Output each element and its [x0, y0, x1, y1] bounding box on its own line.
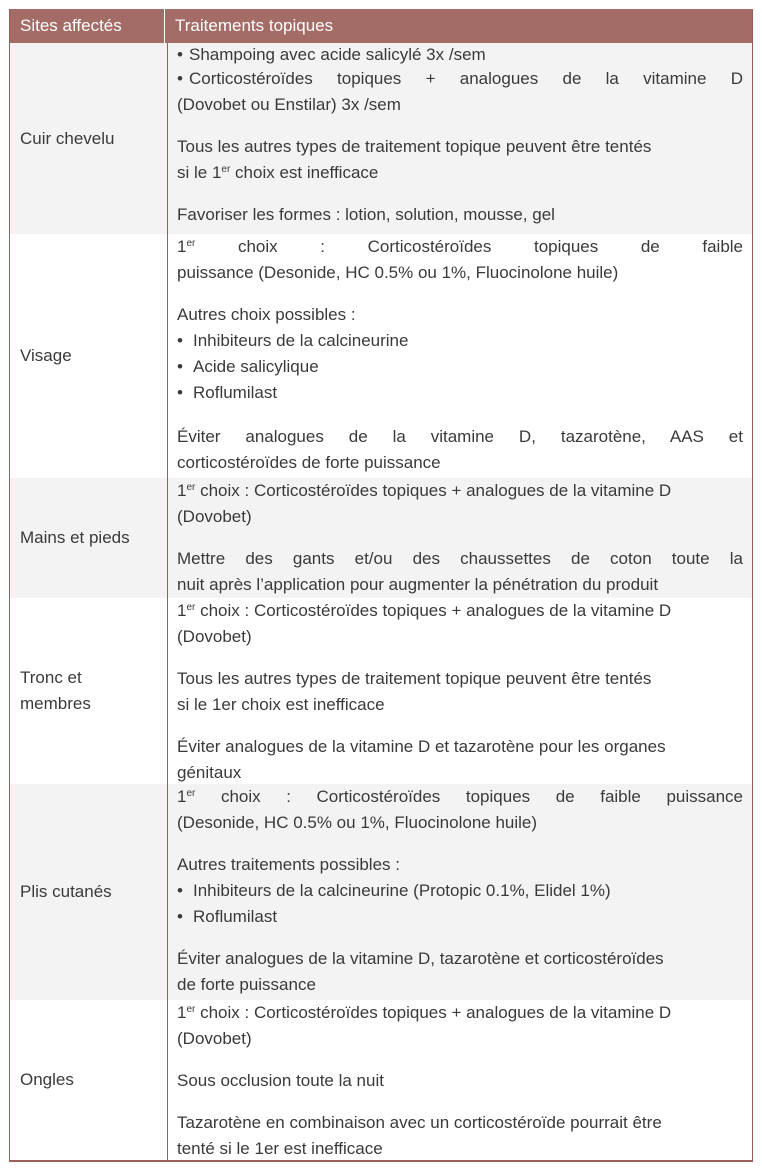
paragraph: Tous les autres types de traitement topique peuvent être tentés si le 1er choix est inefficace [177, 137, 652, 182]
paragraph: tenté si le 1er est inefficace [177, 1139, 383, 1158]
list-item: • Shampoing avec acide salicylé 3x /sem [177, 45, 486, 64]
paragraph: Autres traitements possibles : [177, 855, 400, 874]
paragraph: 1er choix : Corticostéroïdes topiques + analogues de la vitamine D [177, 601, 672, 620]
table-row [10, 43, 752, 234]
paragraph: Tazarotène en combinaison avec un corticostéroïde pourrait être [177, 1113, 662, 1132]
table-row [10, 1000, 752, 1160]
paragraph: Éviter analogues de la vitamine D, tazarotène et corticostéroïdes [177, 949, 664, 968]
paragraph: Sous occlusion toute la nuit [177, 1071, 384, 1090]
list-item: • Inhibiteurs de la calcineurine [177, 328, 743, 354]
header-treatments: Traitements topiques [175, 16, 334, 35]
bullet-icon: • [177, 881, 183, 900]
paragraph: (Dovobet) [177, 627, 252, 646]
list-item: • Roflumilast [177, 904, 743, 930]
treatment-cell [168, 784, 751, 1000]
bullet-icon: • [177, 331, 183, 350]
paragraph: puissance (Desonide, HC 0.5% ou 1%, Fluocinolone huile) [177, 263, 619, 282]
bullet-icon: • [177, 69, 183, 88]
paragraph: 1er choix : Corticostéroïdes topiques de faible puissance [177, 787, 743, 806]
treatment-cell [168, 478, 751, 598]
paragraph: 1er choix : Corticostéroïdes topiques + analogues de la vitamine D [177, 1003, 672, 1022]
site-cell: Ongles [10, 1000, 168, 1160]
treatment-cell [168, 1000, 751, 1160]
paragraph: Autres choix possibles : [177, 305, 356, 324]
paragraph: de forte puissance [177, 975, 316, 994]
table-row [10, 784, 752, 1000]
paragraph: Tous les autres types de traitement topique peuvent être tentés [177, 669, 652, 688]
treatment-cell [168, 234, 751, 478]
list-item: • Corticostéroïdes topiques + analogues de la vitamine D (Dovobet ou Enstilar) 3x /sem [177, 66, 743, 118]
treatment-cell [168, 598, 751, 784]
bullet-icon: • [177, 357, 183, 376]
list-item: • Acide salicylique [177, 354, 743, 380]
bullet-icon: • [177, 45, 183, 64]
paragraph: Favoriser les formes : lotion, solution, mousse, gel [177, 205, 555, 224]
site-cell: Plis cutanés [10, 784, 168, 1000]
table-header [10, 9, 752, 43]
paragraph: (Dovobet) [177, 507, 252, 526]
paragraph: Éviter analogues de la vitamine D et tazarotène pour les organes [177, 737, 666, 756]
table-row [10, 598, 752, 784]
list-item: • Roflumilast [177, 380, 743, 406]
site-cell: Visage [10, 234, 168, 478]
site-cell: Cuir chevelu [10, 43, 168, 234]
site-cell: Mains et pieds [10, 478, 168, 598]
bullet-icon: • [177, 383, 183, 402]
paragraph: Mettre des gants et/ou des chaussettes de coton toute la [177, 549, 743, 568]
paragraph: 1er choix : Corticostéroïdes topiques de faible [177, 237, 743, 256]
paragraph: (Dovobet) [177, 1029, 252, 1048]
paragraph: si le 1er choix est inefficace [177, 695, 385, 714]
header-sites: Sites affectés [10, 9, 165, 43]
treatment-table [9, 9, 753, 1162]
bullet-icon: • [177, 907, 183, 926]
paragraph: nuit après l’application pour augmenter la pénétration du produit [177, 575, 659, 594]
treatment-cell [168, 43, 751, 234]
paragraph: (Desonide, HC 0.5% ou 1%, Fluocinolone huile) [177, 813, 538, 832]
paragraph: corticostéroïdes de forte puissance [177, 453, 441, 472]
table-row [10, 234, 752, 478]
site-cell: Tronc et membres [10, 598, 168, 784]
paragraph: génitaux [177, 763, 242, 782]
paragraph: Éviter analogues de la vitamine D, tazarotène, AAS et [177, 427, 743, 446]
paragraph: 1er choix : Corticostéroïdes topiques + analogues de la vitamine D [177, 481, 672, 500]
list-item: • Inhibiteurs de la calcineurine (Protopic 0.1%, Elidel 1%) [177, 878, 743, 904]
table-row [10, 478, 752, 598]
